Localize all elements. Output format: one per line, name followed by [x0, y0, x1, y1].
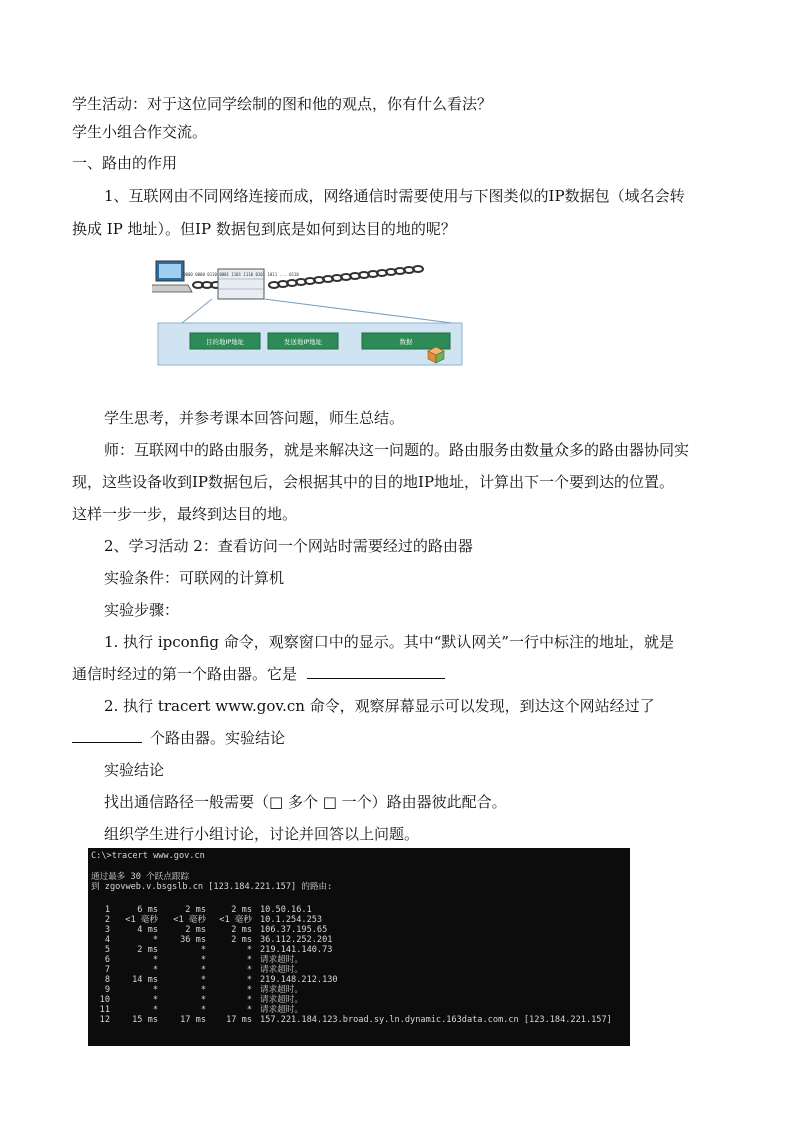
console-row-1-t2: 2 ms [185, 905, 206, 915]
console-row-7-addr: 请求超时。 [260, 965, 303, 975]
step-1-line-1: 1. 执行 ipconfig 命令，观察窗口中的显示。其中“默认网关”一行中标注的地址，就是 [104, 633, 675, 651]
experiment-steps-label: 实验步骤： [104, 601, 180, 619]
console-row-5-t2: * [200, 945, 206, 955]
console-row-7-t1: * [152, 965, 158, 975]
console-row-7-t3: * [246, 965, 252, 975]
console-row-9-t1: * [152, 985, 158, 995]
para-1-line-2: 换成 IP 地址）。但IP 数据包到底是如何到达目的地的呢？ [72, 220, 456, 238]
console-row-11-addr: 请求超时。 [260, 1005, 303, 1015]
console-row-2-addr: 10.1.254.253 [260, 915, 323, 925]
step-1-line-2 [72, 664, 445, 684]
console-row-4-t2: 36 ms [180, 935, 206, 945]
console-row-7-t2: * [200, 965, 206, 975]
console-command: C:\>tracert www.gov.cn [91, 851, 205, 861]
console-row-3-t1: 4 ms [137, 925, 158, 935]
console-header-2: 到 zgovweb.v.bsgslb.cn [123.184.221.157] 的路由: [91, 882, 333, 892]
chain-left [193, 282, 221, 288]
console-row-12-t3: 17 ms [226, 1015, 252, 1025]
console-row-10-t2: * [200, 995, 206, 1005]
console-row-11-t3: * [246, 1005, 252, 1015]
step-2-line-1: 2. 执行 tracert www.gov.cn 命令，观察屏幕显示可以发现，到达这个网站经过了 [104, 697, 655, 715]
console-row-3-hop: 3 [104, 925, 110, 935]
teacher-line-1: 师：互联网中的路由服务，就是来解决这一问题的。路由服务由数量众多的路由器协同实 [104, 441, 690, 459]
console-row-1-hop: 1 [104, 905, 110, 915]
console-row-11-t2: * [200, 1005, 206, 1015]
student-thinking: 学生思考，并参考课本回答问题，师生总结。 [104, 409, 405, 427]
console-row-11-hop: 11 [99, 1005, 110, 1015]
console-row-6-hop: 6 [104, 955, 110, 965]
step-2-text: 个路由器。实验结论 [150, 729, 286, 747]
teacher-line-3: 这样一步一步，最终到达目的地。 [72, 505, 298, 523]
chain-right [269, 266, 423, 288]
console-row-10-t1: * [152, 995, 158, 1005]
router-count-blank[interactable] [72, 728, 142, 743]
console-row-12-t1: 15 ms [132, 1015, 158, 1025]
gateway-answer-blank[interactable] [307, 664, 445, 679]
console-row-8-t1: 14 ms [132, 975, 158, 985]
console-row-2-t3: <1 毫秒 [219, 915, 252, 925]
console-row-4-addr: 36.112.252.201 [260, 935, 333, 945]
console-row-8-t3: * [246, 975, 252, 985]
console-row-3-addr: 106.37.195.65 [260, 925, 328, 935]
step-2-line-2 [72, 728, 285, 748]
activity-prompt: 学生活动：对于这位同学绘制的图和他的观点，你有什么看法？ [72, 95, 493, 113]
console-row-4-hop: 4 [104, 935, 110, 945]
console-row-12-addr: 157.221.184.123.broad.sy.ln.dynamic.163data.com.cn [123.184.221.157] [260, 1015, 612, 1025]
console-header-1: 通过最多 30 个跃点跟踪 [91, 872, 190, 882]
conclusion-label: 实验结论 [104, 761, 165, 779]
conclusion-question: 找出通信路径一般需要（□ 多个 □ 一个）路由器彼此配合。 [104, 793, 507, 811]
console-row-9-t2: * [200, 985, 206, 995]
tracert-console [88, 848, 630, 1046]
field-data-label: 数据 [399, 338, 413, 346]
console-row-10-addr: 请求超时。 [260, 995, 303, 1005]
console-row-8-t2: * [200, 975, 206, 985]
console-row-6-t1: * [152, 955, 158, 965]
console-row-10-t3: * [246, 995, 252, 1005]
group-discussion: 组织学生进行小组讨论，讨论并回答以上问题。 [104, 825, 420, 843]
console-row-9-addr: 请求超时。 [260, 985, 303, 995]
console-row-5-t1: 2 ms [137, 945, 158, 955]
teacher-line-2: 现，这些设备收到IP数据包后，会根据其中的目的地IP地址，计算出下一个要到达的位置。 [72, 473, 675, 491]
packet-box [183, 269, 299, 299]
console-row-2-t1: <1 毫秒 [125, 915, 158, 925]
activity-2-heading: 2、学习活动 2：查看访问一个网站时需要经过的路由器 [104, 537, 473, 555]
field-src-ip-label: 发送地IP地址 [283, 338, 323, 346]
console-row-12-t2: 17 ms [180, 1015, 206, 1025]
console-row-1-t1: 6 ms [137, 905, 158, 915]
step-1-text: 通信时经过的第一个路由器。它是 [72, 665, 298, 683]
console-row-1-addr: 10.50.16.1 [260, 905, 312, 915]
console-row-9-hop: 9 [104, 985, 110, 995]
console-row-4-t3: 2 ms [231, 935, 252, 945]
section-heading: 一、路由的作用 [72, 154, 178, 172]
console-row-11-t1: * [152, 1005, 158, 1015]
group-exchange: 学生小组合作交流。 [72, 123, 208, 141]
console-row-2-hop: 2 [104, 915, 110, 925]
console-row-6-addr: 请求超时。 [260, 955, 303, 965]
console-row-4-t1: * [152, 935, 158, 945]
console-row-6-t3: * [246, 955, 252, 965]
console-row-12-hop: 12 [99, 1015, 110, 1025]
console-row-10-hop: 10 [99, 995, 110, 1005]
console-row-8-hop: 8 [104, 975, 110, 985]
console-row-5-addr: 219.141.140.73 [260, 945, 333, 955]
console-row-5-hop: 5 [104, 945, 110, 955]
console-row-5-t3: * [246, 945, 252, 955]
console-row-1-t3: 2 ms [231, 905, 252, 915]
console-row-6-t2: * [200, 955, 206, 965]
console-row-3-t2: 2 ms [185, 925, 206, 935]
field-dest-ip-label: 目的地IP地址 [205, 338, 245, 346]
ip-packet-diagram [152, 255, 464, 367]
console-row-9-t3: * [246, 985, 252, 995]
console-row-8-addr: 219.148.212.130 [260, 975, 338, 985]
packet-bits: 0000 0000 0110 0001 1101 1110 0101 1011 ... 0110 [183, 272, 299, 277]
console-row-7-hop: 7 [104, 965, 110, 975]
para-1-line-1: 1、互联网由不同网络连接而成，网络通信时需要使用与下图类似的IP数据包（域名会转 [104, 187, 685, 205]
experiment-conditions: 实验条件：可联网的计算机 [104, 569, 285, 587]
console-row-3-t3: 2 ms [231, 925, 252, 935]
console-row-2-t2: <1 毫秒 [173, 915, 206, 925]
